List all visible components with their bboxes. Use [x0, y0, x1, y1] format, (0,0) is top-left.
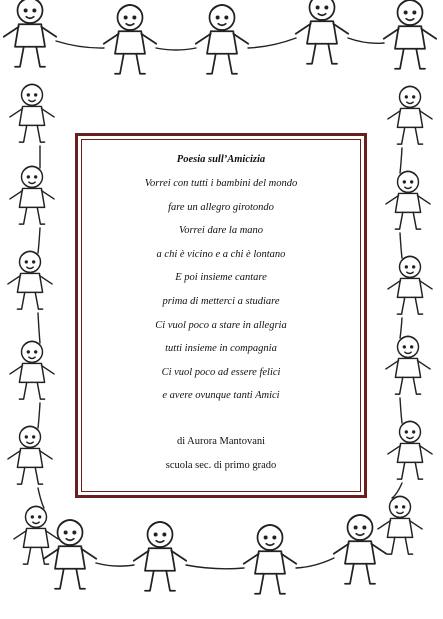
- poem-line: Vorrei con tutti i bambini del mondo: [144, 178, 298, 189]
- child-figure: [334, 515, 387, 584]
- held-hands-arm: [348, 38, 384, 43]
- poem-school: scuola sec. di primo grado: [165, 459, 277, 471]
- poem-line: e avere ovunque tanti Amici: [162, 390, 280, 402]
- poem-line: Vorrei dare la mano: [178, 225, 264, 237]
- poem-line: fare un allegro girotondo: [168, 201, 274, 213]
- child-figure: [8, 426, 52, 484]
- held-hands-arm: [400, 233, 402, 258]
- child-figure: [10, 84, 54, 142]
- poem-line: a chi è vicino e a chi è lontano: [156, 248, 286, 260]
- held-hands-arm: [296, 558, 334, 568]
- child-figure: [44, 520, 97, 589]
- held-hands-arm: [186, 565, 244, 569]
- child-figure: [10, 341, 54, 399]
- poem-spacer: [78, 408, 364, 430]
- poem-author: di Aurora Mantovani: [176, 435, 266, 447]
- held-hands-arm: [248, 38, 296, 48]
- child-figure: [10, 166, 54, 224]
- child-figure: [4, 0, 57, 67]
- child-figure: [134, 522, 187, 591]
- child-figure: [196, 5, 249, 74]
- held-hands-arm: [400, 398, 402, 423]
- held-hands-arm: [56, 41, 104, 48]
- child-figure: [384, 0, 437, 69]
- child-figure: [296, 0, 349, 64]
- child-figure: [386, 171, 430, 229]
- poem-line: E poi insieme cantare: [175, 272, 267, 284]
- child-figure: [8, 251, 52, 309]
- held-hands-arm: [38, 488, 44, 508]
- child-figure: [378, 496, 422, 554]
- poem-frame: [75, 133, 367, 498]
- child-figure: [14, 506, 58, 564]
- poem-line: tutti insieme in compagnia: [165, 343, 277, 355]
- held-hands-arm: [400, 148, 402, 173]
- held-hands-arm: [156, 48, 196, 50]
- child-figure: [244, 525, 297, 594]
- child-figure: [388, 256, 432, 314]
- child-figure: [388, 421, 432, 479]
- held-hands-arm: [38, 228, 40, 253]
- poem-line: Ci vuol poco ad essere felici: [161, 366, 281, 378]
- poem-line: Ci vuol poco a stare in allegria: [155, 319, 287, 331]
- poem-title: Poesia sull’Amicizia: [176, 154, 266, 165]
- child-figure: [388, 86, 432, 144]
- held-hands-arm: [38, 313, 40, 343]
- poem-line: prima di metterci a studiare: [162, 295, 280, 307]
- held-hands-arm: [400, 318, 402, 338]
- child-figure: [386, 336, 430, 394]
- child-figure: [104, 5, 157, 74]
- held-hands-arm: [38, 403, 40, 428]
- poem-text: [78, 148, 364, 477]
- held-hands-arm: [96, 563, 134, 566]
